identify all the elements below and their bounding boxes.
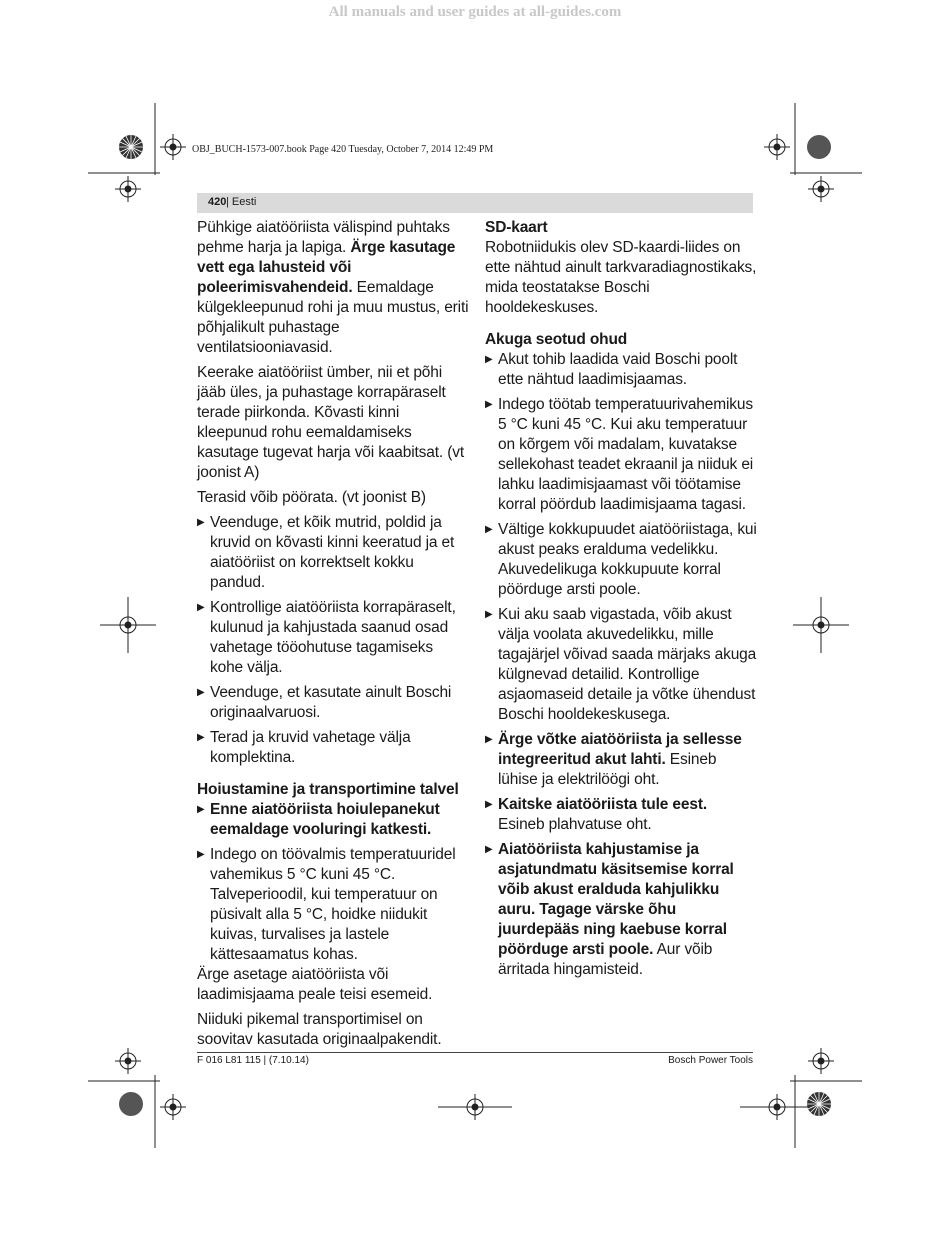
list-item xyxy=(485,840,757,980)
header-language xyxy=(226,196,259,208)
list-item: ▶ Veenduge, et kõik mutrid, poldid ja kruvid on kõvasti kinni keeratud ja et aiatööriist on korrektselt kokku pandud. xyxy=(197,513,469,593)
item-rest: Esineb plahvatuse oht. xyxy=(498,816,652,833)
list-item xyxy=(197,800,469,840)
blade-area-paragraph: Keerake aiatööriist ümber, nii et põhi jääb üles, ja puhastage korrapäraselt terade piirkonda. Kõvasti kinni kleepunud rohu eemaldamiseks kasutage tugevat harja või kaabitsat. (vt joonist A) xyxy=(197,364,464,481)
item-rest: Esineb lühise ja elektrilöögi oht. xyxy=(498,751,717,788)
list-item: ▶ Terad ja kruvid vahetage välja komplektina. xyxy=(197,728,469,768)
blade-rotate-paragraph: Terasid võib pöörata. (vt joonist B) xyxy=(197,489,426,506)
list-item: ▶ Indego töötab temperatuurivahemikus 5 °C kuni 45 °C. Kui aku temperatuur on kõrgem või madalam, kuvatakse sellekohast teadet ekraanil ja niiduk ei lahku laadimisjaamast või töötamise korral pöördub laadimisjaama tagasi. xyxy=(485,395,757,515)
cleaning-warning: Ärge kasutage vett ega lahusteid või poleerimisvahendeid. xyxy=(197,239,456,296)
page-header-bar xyxy=(197,193,753,213)
list-item: ▶ Indego on töövalmis temperatuuridel vahemikus 5 °C kuni 45 °C. Talveperioodil, kui temperatuur on püsivalt alla 5 °C, hoidke niidukit kuivas, turvalises ja lastele kättesaamatus kohas. xyxy=(197,845,469,965)
header-language-label: Eesti xyxy=(231,196,257,208)
section-heading-battery: Akuga seotud ohud xyxy=(485,331,628,348)
list-item: ▶ Veenduge, et kasutate ainult Boschi originaalvaruosi. xyxy=(197,683,469,723)
cleaning-text-c: Eemaldage külgekleepunud rohi ja muu mustus, eriti põhjalikult puhastage ventilatsiooniavasid. xyxy=(197,279,469,356)
footer-rule xyxy=(197,1052,753,1053)
bold-lead: Aiatööriista kahjustamise ja asjatundmatu käsitsemise korral võib akust eralduda kahjulikku auru. Tagage värske õhu juurdepääs ning kaebuse korral pöörduge arsti poole. xyxy=(498,841,734,958)
cleaning-paragraph xyxy=(197,218,469,358)
header-separator: | xyxy=(226,196,232,208)
item-rest: Aur võib ärritada hingamisteid. xyxy=(498,941,713,978)
list-item xyxy=(485,795,757,835)
watermark: All manuals and user guides at all-guides.com xyxy=(328,4,622,20)
list-item: ▶ Vältige kokkupuudet aiatööriistaga, kui akust peaks eralduma vedelikku. Akuvedelikuga kokkupuute korral pöörduge arsti poole. xyxy=(485,520,757,600)
storage-paragraph: Ärge asetage aiatööriista või laadimisjaama peale teisi esemeid. xyxy=(197,966,433,1003)
left-column xyxy=(197,218,469,1055)
list-item: ▶ Akut tohib laadida vaid Boschi poolt ette nähtud laadimisjaamas. xyxy=(485,350,757,390)
footer-doc-number: F 016 L81 115 | (7.10.14) xyxy=(197,1055,309,1066)
list-item: ▶ Kui aku saab vigastada, võib akust välja voolata akuvedelikku, mille tagajärjel võivad saada märjaks akuga külgnevad detailid. Kontrollige asjaomaseid detaile ja võtke ühendust Boschi hooldekeskusega. xyxy=(485,605,757,725)
section-heading-sd: SD-kaart xyxy=(485,219,548,236)
list-item: ▶ Kontrollige aiatööriista korrapäraselt, kulunud ja kahjustada saanud osad vahetage tööohutuse tagamiseks kohe välja. xyxy=(197,598,469,678)
cleaning-text-a: Pühkige aiatööriista välispind puhtaks pehme harja ja lapiga. xyxy=(197,219,450,256)
transport-paragraph: Niiduki pikemal transportimisel on soovitav kasutada originaalpakendit. xyxy=(197,1011,442,1048)
right-column xyxy=(485,218,757,985)
sd-paragraph: Robotniidukis olev SD-kaardi-liides on ette nähtud ainult tarkvaradiagnostikaks, mida teostatakse Boschi hooldekeskuses. xyxy=(485,239,757,316)
winter-warning: Enne aiatööriista hoiulepanekut eemaldage vooluringi katkesti. xyxy=(210,801,440,838)
book-info-line: OBJ_BUCH-1573-007.book Page 420 Tuesday, October 7, 2014 12:49 PM xyxy=(192,144,494,155)
bold-lead: Kaitske aiatööriista tule eest. xyxy=(498,796,707,813)
page-number: 420 xyxy=(208,196,227,208)
bold-lead: Ärge võtke aiatööriista ja sellesse integreeritud akut lahti. xyxy=(498,731,742,768)
list-item xyxy=(485,730,757,790)
footer-brand: Bosch Power Tools xyxy=(668,1055,753,1066)
section-heading-winter: Hoiustamine ja transportimine talvel xyxy=(197,781,459,798)
